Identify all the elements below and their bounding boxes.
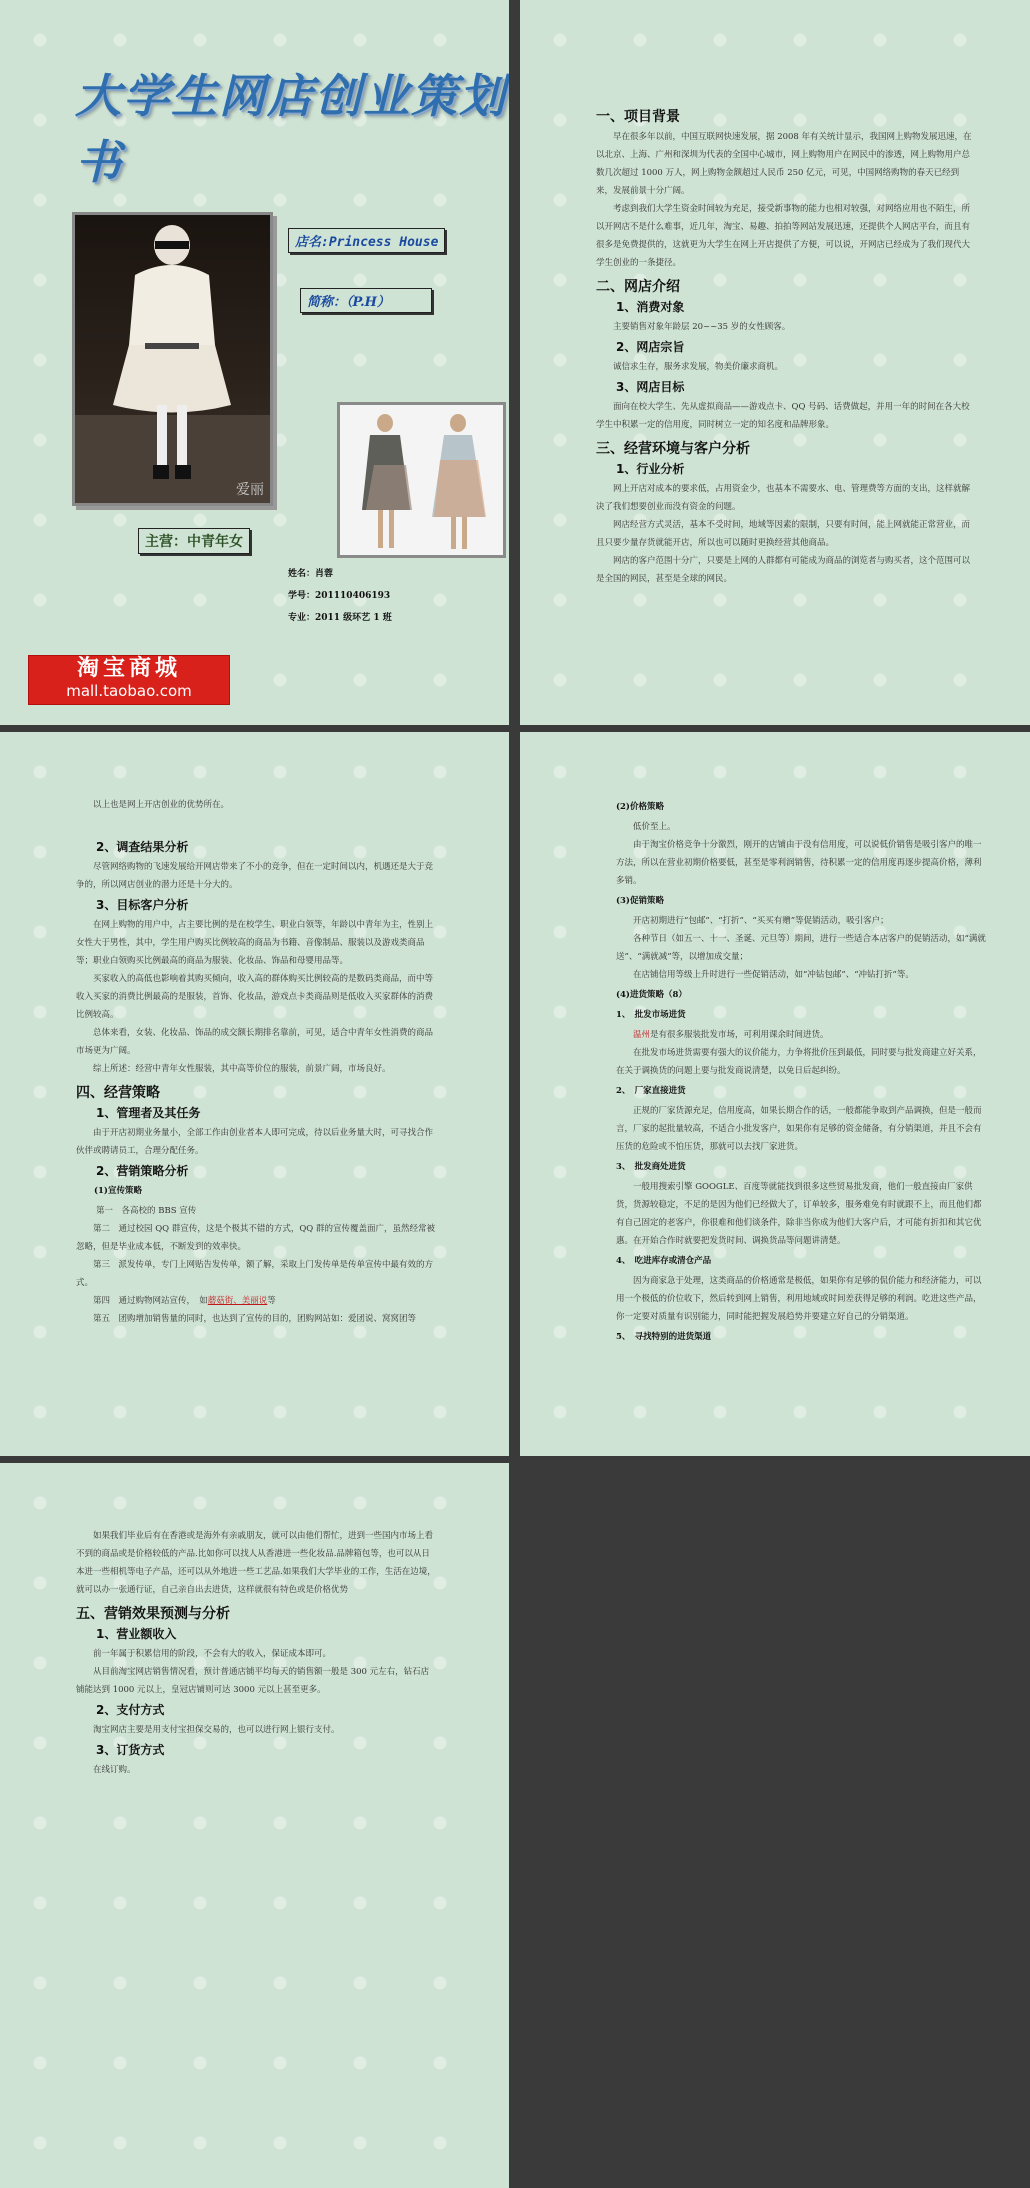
subsection-heading: 1、行业分析: [616, 462, 685, 476]
student-name: 姓名：肖蓉: [288, 569, 334, 579]
sub-subheading: (3)促销策略: [616, 896, 664, 906]
list-item: 第三 派发传单，专门上网贴告发传单，额了解，采取上门发传单是传单宣传中最有效的方式。: [76, 1260, 434, 1288]
sub-subheading: (2)价格策略: [616, 802, 664, 812]
paragraph: 在线订购。: [93, 1765, 136, 1775]
paragraph: 正规的厂家货源充足，信用度高，如果长期合作的话，一般都能争取到产品调换，但是一般而言，厂家的起批量较高，不适合小批发客户，如果你有足够的资金储备，有分销渠道，并且不会有压货的危险或不怕压货，那就可以去找厂家进货。: [616, 1106, 982, 1152]
runway-models-icon: [340, 405, 503, 555]
subsection-heading: 2、网店宗旨: [616, 340, 685, 354]
list-heading: 1、 批发市场进货: [616, 1010, 686, 1020]
paragraph: 各种节日（如五一、十一、圣诞、元旦等）期间，进行一些适合本店客户的促销活动，如“满就送”、“满就减”等，以增加成交量；: [616, 934, 986, 962]
subsection-heading: 3、订货方式: [96, 1743, 165, 1757]
section-heading: 一、项目背景: [596, 109, 680, 125]
list-item: 第四 通过购物网站宣传， 如蘑菇街、美丽说等: [93, 1296, 276, 1306]
taobao-mall-logo: 淘宝商城 mall.taobao.com: [28, 655, 230, 705]
paragraph: 低价至上。: [633, 822, 676, 832]
paragraph: 从目前淘宝网店销售情况看，预计普通店铺平均每天的销售额一般是 300 元左右，钻石店铺能达到 1000 元以上，皇冠店铺则可达 3000 元以上甚至更多。: [76, 1667, 430, 1695]
section-heading: 二、网店介绍: [596, 279, 680, 295]
paragraph: 网店经营方式灵活，基本不受时间，地域等因素的限制，只要有时间，能上网就能正常营业，而且只要少量存货就能开店，所以也可以随时更换经营其他商品。: [596, 520, 971, 548]
list-item: 第一 各高校的 BBS 宣传: [96, 1206, 197, 1216]
paragraph: 开店初期进行“包邮”、“打折”、“买买有赠”等促销活动，吸引客户；: [633, 916, 889, 926]
list-item: 第五 团购增加销售量的同时，也达到了宣传的目的，团购网站如：爱团说、窝窝团等: [93, 1314, 417, 1324]
paragraph: 诚信求生存，服务求发展，物美价廉求商机。: [613, 362, 784, 372]
main-business-box: 主营：中青年女: [138, 528, 250, 554]
paragraph: 前一年属于积累信用的阶段，不会有大的收入，保证成本即可。: [93, 1649, 332, 1659]
subsection-heading: 1、营业额收入: [96, 1627, 177, 1641]
subsection-heading: 3、目标客户分析: [96, 898, 189, 912]
page-4: [520, 732, 1030, 1456]
paragraph: 网店的客户范围十分广，只要是上网的人群都有可能成为商品的浏览者与购买者，这个范围可以是全国的网民，甚至是全球的网民。: [596, 556, 971, 584]
model-figure-icon: [75, 215, 270, 503]
paragraph: 因为商家急于处理，这类商品的价格通常是极低，如果你有足够的侃价能力和经济能力，可以用一个极低的价位收下，然后转到网上销售，利用地域或时间差获得足够的利润。吃进这些产品，你一定要对质量有识别能力，同时能把握发展趋势并要建立好自己的分销渠道。: [616, 1276, 982, 1322]
subsection-heading: 3、网店目标: [616, 380, 685, 394]
section-heading: 四、经营策略: [76, 1085, 160, 1101]
paragraph: 由于淘宝价格竞争十分激烈，刚开的店铺由于没有信用度，可以说低价销售是吸引客户的唯一方法，所以在营业初期价格要低，甚至是零利润销售，待积累一定的信用度再逐步提高价格，薄利多销。: [616, 840, 982, 886]
page-2: [520, 0, 1030, 725]
student-info: [288, 563, 392, 629]
list-heading: 4、 吃进库存或清仓产品: [616, 1256, 712, 1266]
paragraph: 买家收入的高低也影响着其购买倾向，收入高的群体购买比例较高的是数码类商品，而中等收入买家的消费比例最高的是服装，首饰、化妆品，游戏点卡类商品则是低收入买家群体的消费比例较高。: [76, 974, 434, 1020]
paragraph: 以上也是网上开店创业的优势所在。: [93, 800, 230, 810]
paragraph: 主要销售对象年龄层 20~~35 岁的女性顾客。: [613, 322, 791, 332]
paragraph: 早在很多年以前，中国互联网快速发展，据 2008 年有关统计显示，我国网上购物发展迅速，在以北京、上海、广州和深圳为代表的全国中心城市，网上购物用户在网民中的渗透，网上购物用户总数几次超过 1000 万人，网上购物金额超过人民币 250 亿元，可见，中国网络购物的春天已经到来，发展前景十分广阔。: [596, 132, 972, 196]
subsection-heading: 1、消费对象: [616, 300, 685, 314]
subsection-heading: 1、管理者及其任务: [96, 1106, 201, 1120]
section-heading: 三、经营环境与客户分析: [596, 441, 750, 457]
paragraph: 尽管网络购物的飞速发展给开网店带来了不小的竞争，但在一定时间以内，机遇还是大于竞争的，所以网店创业的潜力还是十分大的。: [76, 862, 434, 890]
subsection-heading: 2、营销策略分析: [96, 1164, 189, 1178]
shop-name-box: 店名:Princess House: [288, 228, 445, 253]
student-id: 学号：201110406193: [288, 591, 391, 601]
paragraph: 面向在校大学生、先从虚拟商品——游戏点卡、QQ 号码、话费做起，并用一年的时间在各大校学生中积累一定的信用度，同时树立一定的知名度和品牌形象。: [596, 402, 970, 430]
short-name-box: 简称：（P.H）: [300, 288, 432, 313]
paragraph: 一般用搜索引擎 GOOGLE、百度等就能找到很多这些贸易批发商，他们一般直接由厂家供货，货源较稳定，不足的是因为他们已经做大了，订单较多，服务难免有时就跟不上，而且他们都有自己固定的老客户，你很难和他们谈条件，除非当你成为他们大客户后，才可能有折扣和其它优惠。在开始合作时就要把发货时间、调换货品等问题讲清楚。: [616, 1182, 982, 1246]
model-photo: [72, 212, 273, 506]
paragraph: 在网上购物的用户中，占主要比例的是在校学生、职业白领等，年龄以中青年为主，性别上女性大于男性，其中，学生用户购买比例较高的商品为书籍、音像制品、服装以及游戏类商品等；职业白领购买比例最高的商品为服装、化妆品、饰品和母婴用品等。: [76, 920, 434, 966]
list-item: 第二 通过校园 QQ 群宣传，这是个极其不错的方式，QQ 群的宣传覆盖面广，虽然经常被忽略，但是毕业成本低，不断发到的效率快。: [76, 1224, 435, 1252]
paragraph: 淘宝网店主要是用支付宝担保交易的，也可以进行网上银行支付。: [93, 1725, 340, 1735]
paragraph: 温州是有很多服装批发市场，可利用课余时间进货。: [633, 1030, 829, 1040]
cover-title: 大学生网店创业策划书: [75, 69, 507, 189]
paragraph: 综上所述：经营中青年女性服装，其中高等价位的服装，前景广阔，市场良好。: [93, 1064, 391, 1074]
paragraph: 考虑到我们大学生资金时间较为充足，接受新事物的能力也相对较强，对网络应用也不陌生，所以开网店不是什么难事，近几年，淘宝、易趣、拍拍等网站发展迅速，还提供个人网店平台，而且有很多是免费提供的，这就更为大学生在网上开店提供了方便，可以说，开网店已经成为了我们现代大学生创业的一条捷径。: [596, 204, 971, 268]
link-text[interactable]: 蘑菇街、美丽说: [207, 1296, 268, 1306]
section-heading: 五、营销效果预测与分析: [76, 1606, 230, 1622]
sub-subheading: (1)宣传策略: [94, 1186, 142, 1196]
paragraph: 在店铺信用等级上升时进行一些促销活动，如“冲钻包邮”、“冲钻打折”等。: [633, 970, 914, 980]
paragraph: 网上开店对成本的要求低，占用资金少，也基本不需要水、电、管理费等方面的支出，这样就解决了我们想要创业而没有资金的问题。: [596, 484, 971, 512]
paragraph: 如果我们毕业后有在香港或是海外有亲戚朋友，就可以由他们帮忙，进到一些国内市场上看不到的商品或是价格较低的产品.比如你可以找人从香港进一些化妆品.品牌箱包等，也可以从日本进一些相机等电子产品，还可以从外地进一些工艺品.如果我们大学毕业的工作，生活在边境，就可以办一张通行证，自己亲自出去进货，这样就很有特色或是价格优势: [76, 1531, 436, 1595]
paragraph: 总体来看，女装、化妆品、饰品的成交额长期排名靠前，可见，适合中青年女性消费的商品市场更为广阔。: [76, 1028, 434, 1056]
list-heading: 5、 寻找特别的进货渠道: [616, 1332, 712, 1342]
subsection-heading: 2、支付方式: [96, 1703, 165, 1717]
student-major: 专业：2011 级环艺 1 班: [288, 613, 392, 623]
paragraph: 由于开店初期业务量小，全部工作由创业者本人即可完成，待以后业务量大时，可寻找合作伙伴或聘请员工，合理分配任务。: [76, 1128, 434, 1156]
runway-photo: [337, 402, 506, 558]
list-heading: 3、 批发商处进货: [616, 1162, 686, 1172]
list-heading: 2、 厂家直接进货: [616, 1086, 686, 1096]
photo-caption: 爱丽: [236, 482, 264, 498]
paragraph: 在批发市场进货需要有强大的议价能力，力争将批价压到最低，同时要与批发商建立好关系，在关于调换货的问题上要与批发商说清楚，以免日后起纠纷。: [616, 1048, 982, 1076]
page-5: [0, 1463, 509, 2188]
page-3: [0, 732, 509, 1456]
subsection-heading: 2、调查结果分析: [96, 840, 189, 854]
page-cover: [0, 0, 509, 725]
sub-subheading: (4)进货策略（8）: [616, 990, 687, 1000]
